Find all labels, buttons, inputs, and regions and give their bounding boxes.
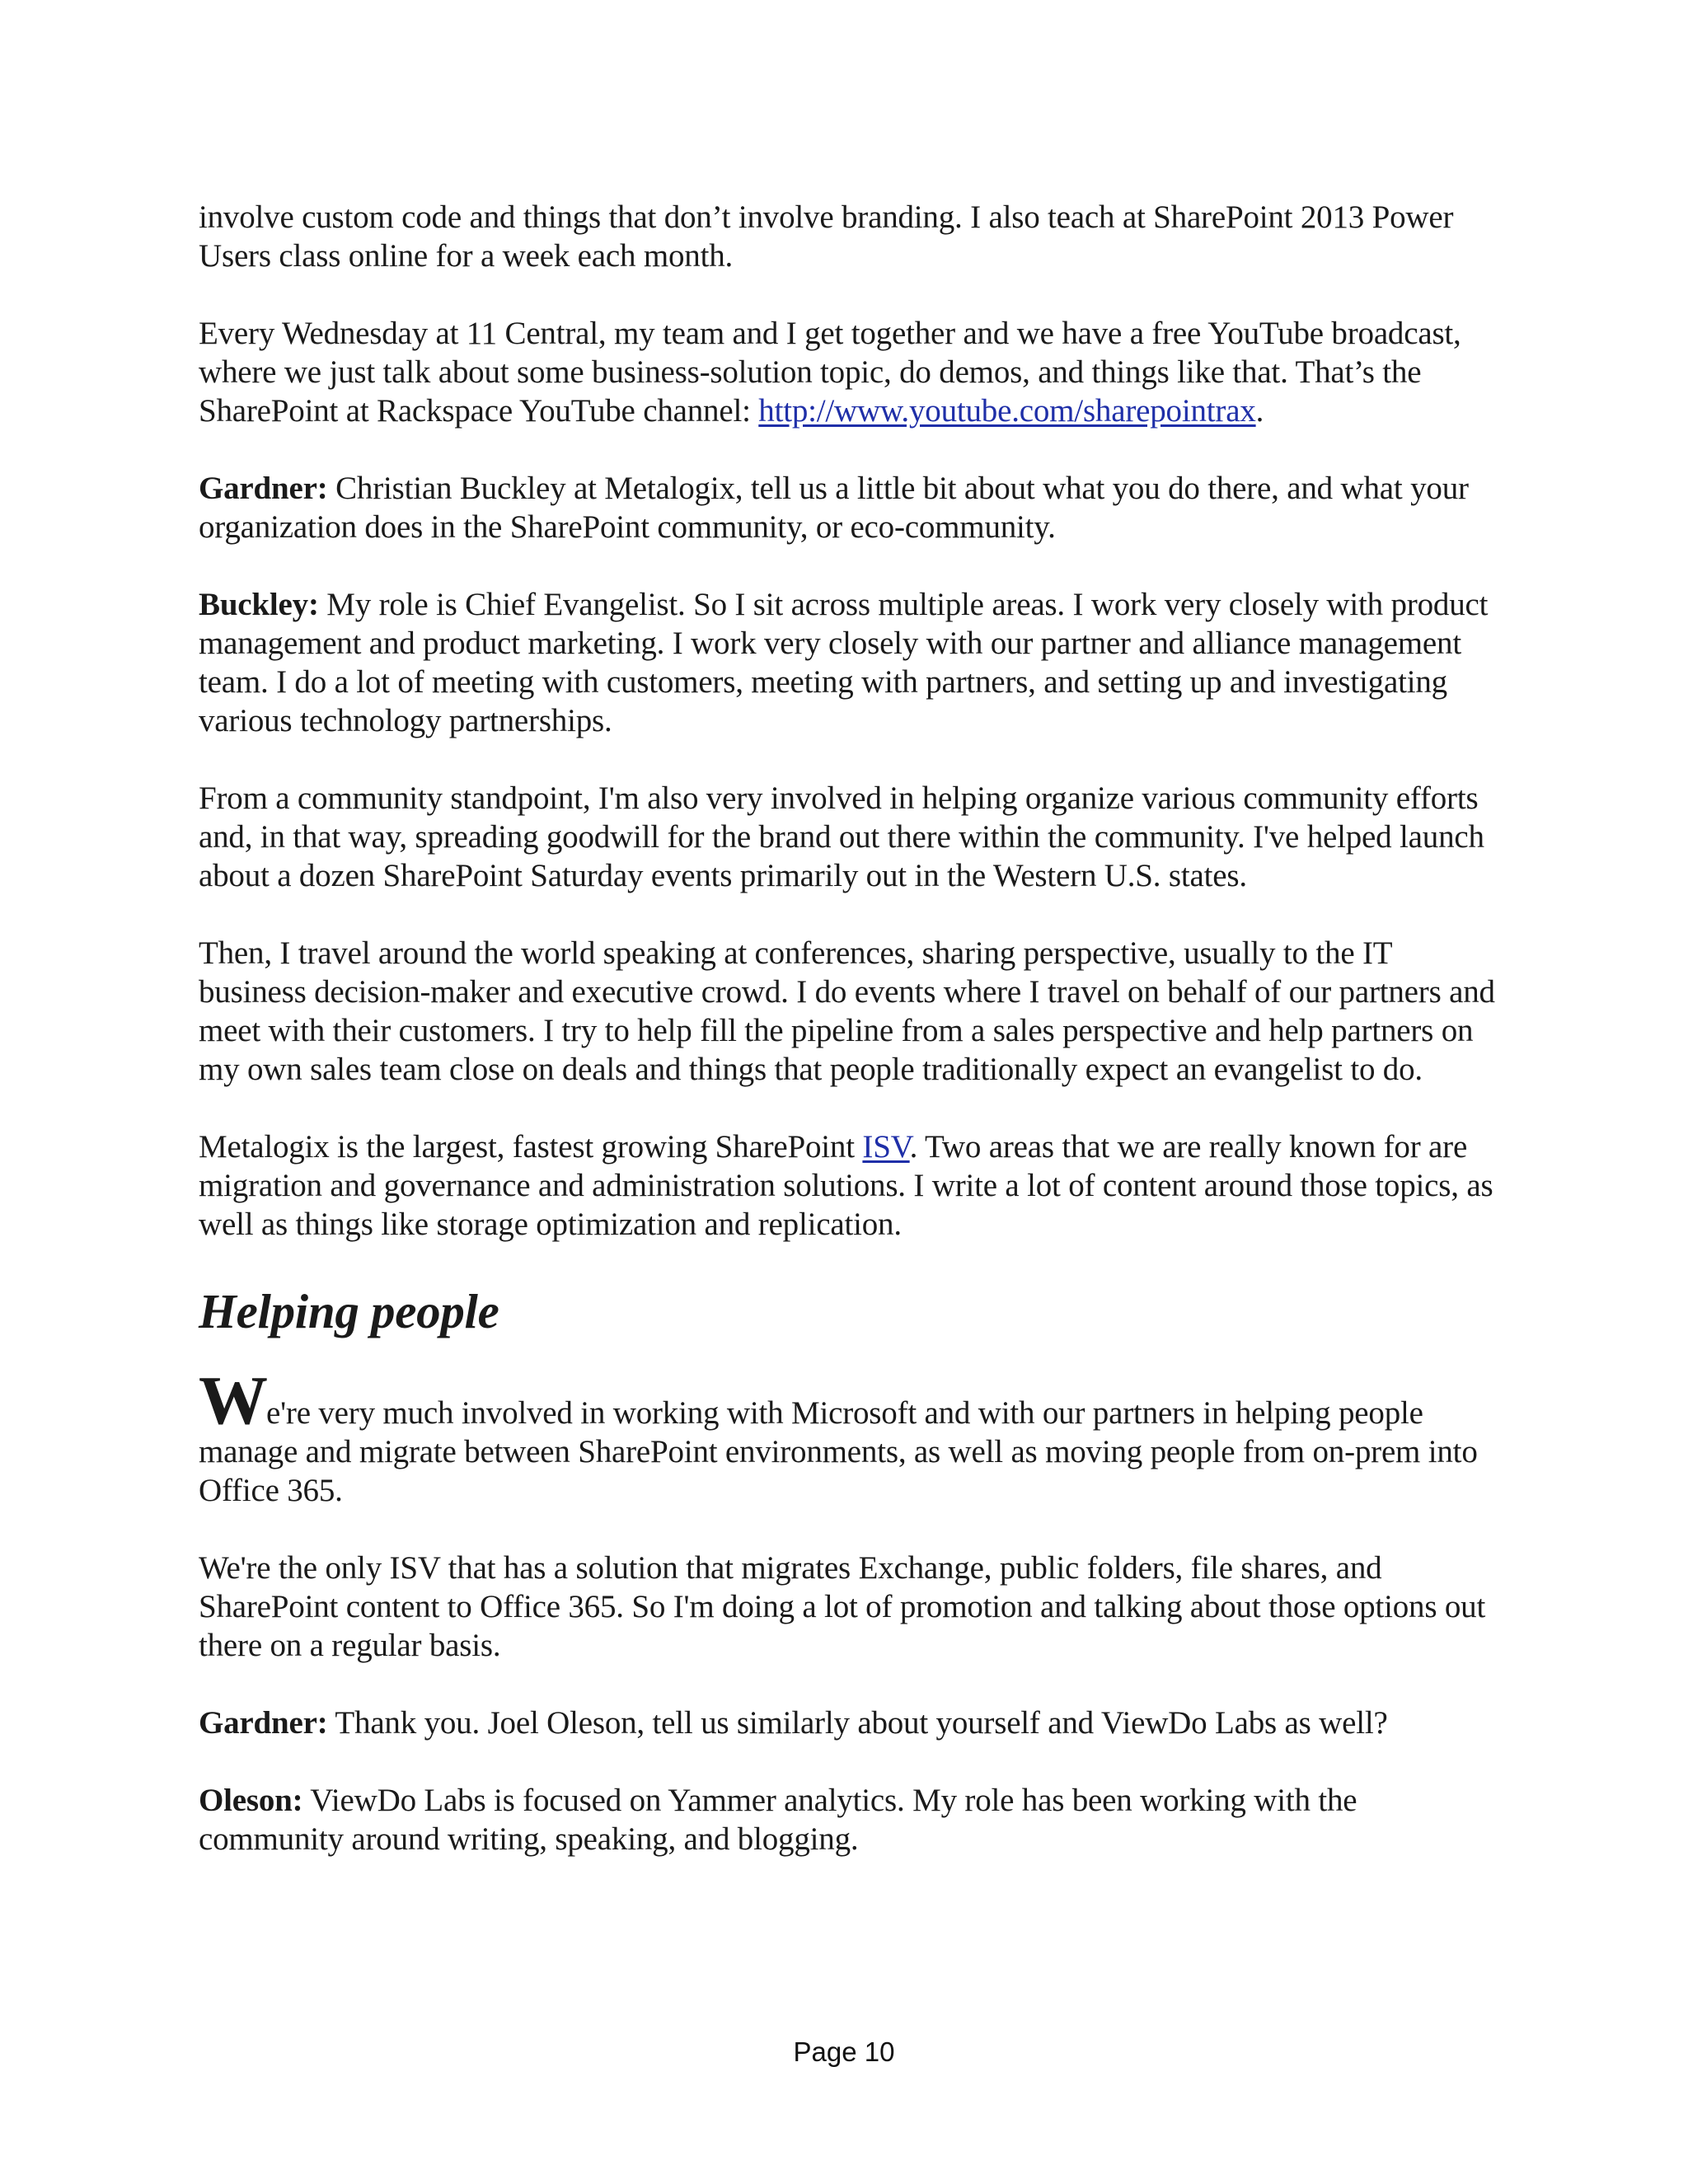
paragraph-7-end: . Two areas that we are really known for are migration and governance and administration solutions. I write a lot of content around those topics, as well as things like storage optimization and replication. xyxy=(199,1129,1493,1242)
paragraph-8 xyxy=(199,1362,1501,1510)
document-body xyxy=(199,198,1501,1897)
paragraph-3 xyxy=(199,469,1501,546)
speaker-label: Gardner: xyxy=(199,1705,328,1741)
paragraph-4 xyxy=(199,585,1501,740)
paragraph-11 xyxy=(199,1781,1501,1858)
page-number: Page 10 xyxy=(793,2036,895,2067)
paragraph-3-text: Christian Buckley at Metalogix, tell us a little bit about what you do there, and what your organization does in the SharePoint community, or eco-community. xyxy=(199,471,1469,545)
speaker-label: Buckley: xyxy=(199,587,319,622)
speaker-label: Oleson: xyxy=(199,1783,303,1818)
paragraph-6: Then, I travel around the world speaking at conferences, sharing perspective, usually to the IT business decision-maker and executive crowd. I do events where I travel on behalf of our partners and meet with their customers. I try to help fill the pipeline from a sales perspective and help partners on my own sales team close on deals and things that people traditionally expect an evangelist to do. xyxy=(199,935,1495,1087)
isv-link[interactable]: ISV xyxy=(862,1129,910,1165)
speaker-label: Gardner: xyxy=(199,471,328,506)
paragraph-10 xyxy=(199,1704,1501,1742)
paragraph-8-text: e're very much involved in working with Microsoft and with our partners in helping people manage and migrate between SharePoint environments, as well as moving people from on-prem into Office 365. xyxy=(199,1395,1478,1508)
paragraph-9: We're the only ISV that has a solution that migrates Exchange, public folders, file shares, and SharePoint content to Office 365. So I'm doing a lot of promotion and talking about those options out there on a regular basis. xyxy=(199,1550,1486,1663)
paragraph-10-text: Thank you. Joel Oleson, tell us similarly about yourself and ViewDo Labs as well? xyxy=(327,1705,1388,1741)
paragraph-2-text: Every Wednesday at 11 Central, my team and I get together and we have a free YouTube broadcast, where we just talk about some business-solution topic, do demos, and things like that. That’s the SharePoint at Rackspace YouTube channel: xyxy=(199,316,1461,429)
section-heading: Helping people xyxy=(199,1284,499,1338)
youtube-channel-link[interactable]: http://www.youtube.com/sharepointrax xyxy=(758,393,1256,429)
paragraph-4-text: My role is Chief Evangelist. So I sit across multiple areas. I work very closely with product management and product marketing. I work very closely with our partner and alliance management team. I do a lot of meeting with customers, meeting with partners, and setting up and investigating various technology partnerships. xyxy=(199,587,1489,738)
paragraph-7-text: Metalogix is the largest, fastest growing SharePoint xyxy=(199,1129,863,1165)
paragraph-2 xyxy=(199,314,1501,430)
paragraph-2-end: . xyxy=(1255,393,1264,429)
drop-cap: W xyxy=(199,1362,266,1439)
paragraph-1: involve custom code and things that don’t involve branding. I also teach at SharePoint 2013 Power Users class online for a week each month. xyxy=(199,199,1454,274)
paragraph-11-text: ViewDo Labs is focused on Yammer analytics. My role has been working with the community around writing, speaking, and blogging. xyxy=(199,1783,1357,1857)
paragraph-5: From a community standpoint, I'm also very involved in helping organize various community efforts and, in that way, spreading goodwill for the brand out there within the community. I've helped launch about a dozen SharePoint Saturday events primarily out in the Western U.S. states. xyxy=(199,780,1484,893)
paragraph-7 xyxy=(199,1127,1501,1244)
